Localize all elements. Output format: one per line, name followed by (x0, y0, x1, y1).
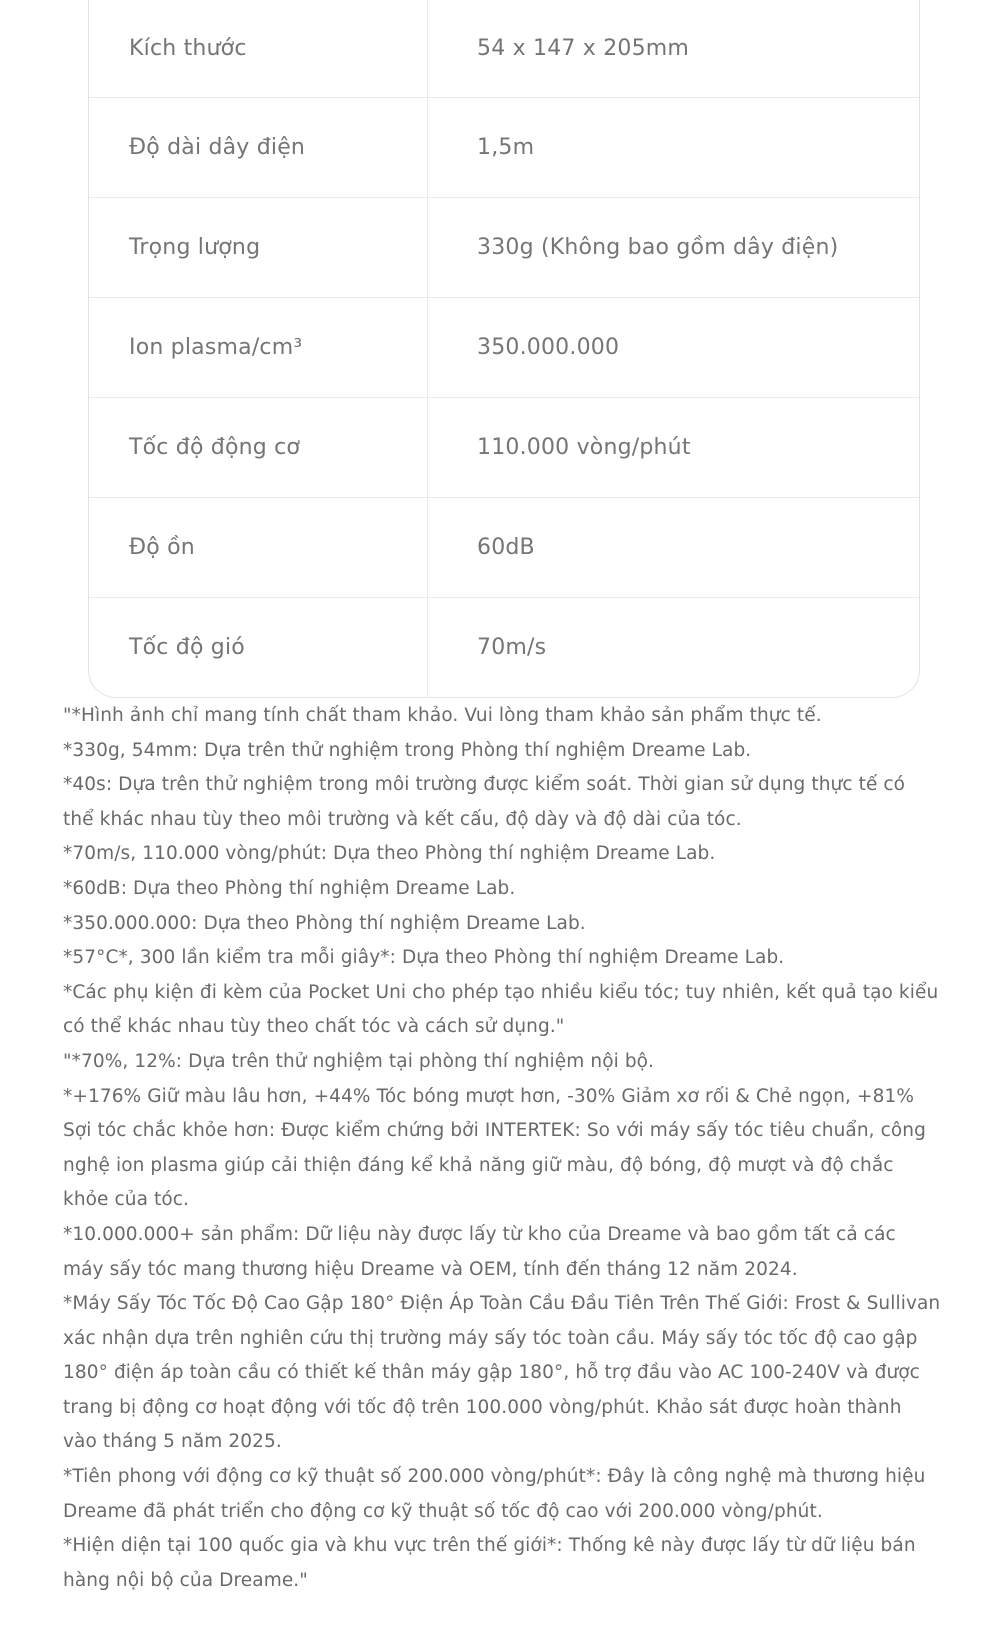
spec-value-dimensions: 54 x 147 x 205mm (477, 36, 690, 61)
spec-row-weight (89, 197, 919, 297)
spec-label-cord-length: Độ dài dây điện (89, 98, 428, 197)
spec-table (88, 0, 920, 698)
footnote-paragraph: *Các phụ kiện đi kèm của Pocket Uni cho phép tạo nhiều kiểu tóc; tuy nhiên, kết quả tạo kiểu có thể khác nhau tùy theo chất tóc và cách sử dụng." (63, 981, 939, 1038)
spec-label-dimensions: Kích thước (89, 0, 428, 97)
spec-row-ion-plasma (89, 297, 919, 397)
spec-value-ion-plasma: 350.000.000 (477, 335, 620, 360)
spec-row-dimensions (89, 0, 919, 97)
spec-label-wind-speed: Tốc độ gió (89, 598, 428, 697)
footnote-paragraph: *+176% Giữ màu lâu hơn, +44% Tóc bóng mượt hơn, -30% Giảm xơ rối & Chẻ ngọn, +81% Sợi tóc chắc khỏe hơn: Được kiểm chứng bởi INTERTEK: So với máy sấy tóc tiêu chuẩn, công nghệ ion plasma giúp cải thiện đáng kể khả năng giữ màu, độ bóng, độ mượt và độ chắc khỏe của tóc. (63, 1085, 926, 1211)
footnote-paragraph: "*70%, 12%: Dựa trên thử nghiệm tại phòng thí nghiệm nội bộ. (63, 1050, 655, 1072)
spec-value-noise-level: 60dB (477, 535, 535, 560)
footnote-paragraph: *57°C*, 300 lần kiểm tra mỗi giây*: Dựa theo Phòng thí nghiệm Dreame Lab. (63, 947, 785, 969)
footnote-paragraph: *10.000.000+ sản phẩm: Dữ liệu này được lấy từ kho của Dreame và bao gồm tất cả các máy sấy tóc mang thương hiệu Dreame và OEM, tính đến tháng 12 năm 2024. (63, 1223, 896, 1280)
spec-value-cord-length: 1,5m (477, 135, 535, 160)
spec-value-motor-speed: 110.000 vòng/phút (477, 435, 691, 460)
spec-row-motor-speed (89, 397, 919, 497)
spec-label-motor-speed: Tốc độ động cơ (89, 398, 428, 497)
spec-value-wind-speed: 70m/s (477, 635, 547, 660)
footnote-paragraph: *Hiện diện tại 100 quốc gia và khu vực trên thế giới*: Thống kê này được lấy từ dữ liệu bán hàng nội bộ của Dreame." (63, 1535, 916, 1591)
footnote-paragraph: *70m/s, 110.000 vòng/phút: Dựa theo Phòng thí nghiệm Dreame Lab. (63, 843, 716, 865)
footnote-paragraph: *Tiên phong với động cơ kỹ thuật số 200.000 vòng/phút*: Đây là công nghệ mà thương hiệu Dreame đã phát triển cho động cơ kỹ thuật số tốc độ cao với 200.000 vòng/phút. (63, 1466, 926, 1522)
spec-value-weight: 330g (Không bao gồm dây điện) (477, 235, 839, 260)
footnotes-section (63, 699, 941, 1598)
footnote-paragraph: *40s: Dựa trên thử nghiệm trong môi trường được kiểm soát. Thời gian sử dụng thực tế có thể khác nhau tùy theo môi trường và kết cấu, độ dày và độ dài của tóc. (63, 774, 906, 830)
spec-label-noise-level: Độ ồn (89, 498, 428, 597)
spec-row-wind-speed (89, 597, 919, 697)
footnote-paragraph: *Máy Sấy Tóc Tốc Độ Cao Gập 180° Điện Áp Toàn Cầu Đầu Tiên Trên Thế Giới: Frost & Sullivan xác nhận dựa trên nghiên cứu thị trường máy sấy tóc toàn cầu. Máy sấy tóc tốc độ cao gập 180° điện áp toàn cầu có thiết kế thân máy gập 180°, hỗ trợ đầu vào AC 100-240V và được trang bị động cơ hoạt động với tốc độ trên 100.000 vòng/phút. Khảo sát được hoàn thành vào tháng 5 năm 2025. (63, 1293, 941, 1453)
spec-label-weight: Trọng lượng (89, 198, 428, 297)
footnote-paragraph: *330g, 54mm: Dựa trên thử nghiệm trong Phòng thí nghiệm Dreame Lab. (63, 739, 752, 761)
spec-row-noise-level (89, 497, 919, 597)
footnote-paragraph: "*Hình ảnh chỉ mang tính chất tham khảo. Vui lòng tham khảo sản phẩm thực tế. (63, 705, 822, 726)
footnote-paragraph: *60dB: Dựa theo Phòng thí nghiệm Dreame Lab. (63, 877, 516, 899)
spec-label-ion-plasma: Ion plasma/cm³ (89, 298, 428, 397)
spec-row-cord-length (89, 97, 919, 197)
footnote-paragraph: *350.000.000: Dựa theo Phòng thí nghiệm Dreame Lab. (63, 912, 586, 934)
